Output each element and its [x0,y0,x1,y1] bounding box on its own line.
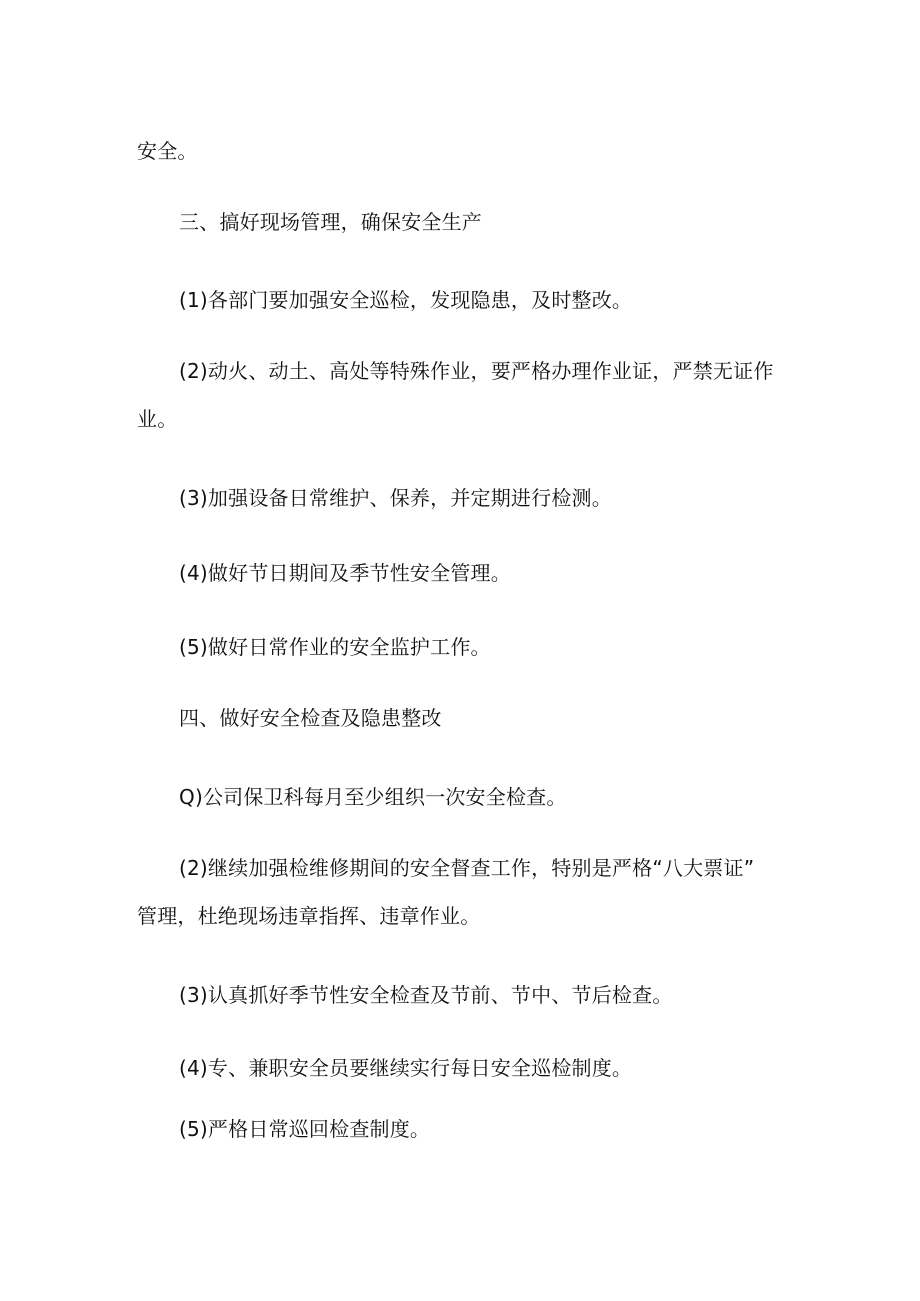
list-item-4-2-continuation: 管理，杜绝现场违章指挥、违章作业。 [137,904,481,928]
section-heading-3: 三、搞好现场管理，确保安全生产 [179,210,482,234]
list-item-3-2: (2)动火、动土、高处等特殊作业，要严格办理作业证，严禁无证作 [179,359,774,383]
list-item-3-1: (1)各部门要加强安全巡检，发现隐患，及时整改。 [179,288,633,312]
list-item-4-3: (3)认真抓好季节性安全检查及节前、节中、节后检查。 [179,983,673,1007]
list-item-3-5: (5)做好日常作业的安全监护工作。 [179,635,491,659]
list-item-4-5: (5)严格日常巡回检查制度。 [179,1117,431,1141]
list-item-3-3: (3)加强设备日常维护、保养，并定期进行检测。 [179,486,612,510]
text-line-continuation: 安全。 [137,139,198,163]
list-item-4-1: Q)公司保卫科每月至少组织一次安全检查。 [179,785,567,809]
list-item-4-2: (2)继续加强检维修期间的安全督查工作，特别是严格“八大票证” [179,856,755,880]
list-item-3-2-continuation: 业。 [137,407,178,431]
section-heading-4: 四、做好安全检查及隐患整改 [179,706,442,730]
list-item-3-4: (4)做好节日期间及季节性安全管理。 [179,561,511,585]
list-item-4-4: (4)专、兼职安全员要继续实行每日安全巡检制度。 [179,1056,633,1080]
